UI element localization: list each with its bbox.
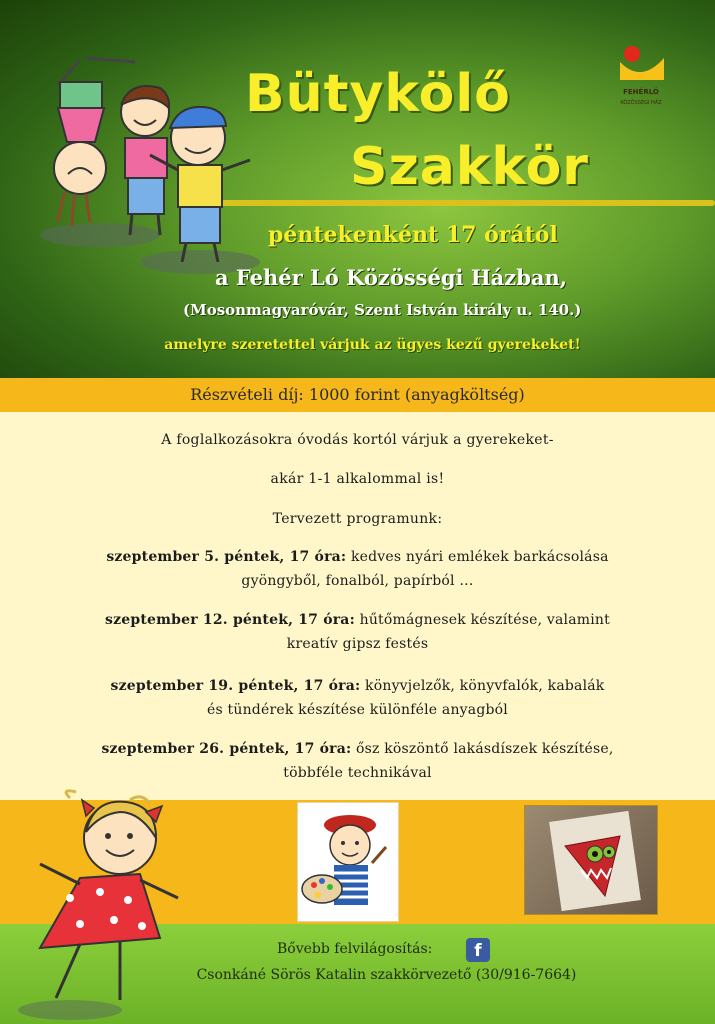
address-text: (Mosonmagyaróvár, Szent István király u. 140.) (183, 301, 582, 319)
event-description-cont: többféle technikával (283, 765, 432, 781)
logo-text-line-2: KÖZÖSSÉGI HÁZ (620, 100, 662, 106)
event-description: ősz köszöntő lakásdíszek készítése, (351, 741, 614, 757)
schedule-text: péntekenként 17 órától (268, 222, 558, 248)
event-description-cont: és tündérek készítése különféle anyagból (207, 702, 508, 718)
decorative-divider (215, 200, 715, 206)
monster-bookmark-image (525, 806, 657, 914)
title-line-2: Szakkör (350, 137, 589, 197)
title-line-1: Bütykölő (245, 64, 511, 124)
invitation-text: amelyre szeretettel várjuk az ügyes kezű gyerekeket! (164, 337, 581, 353)
facebook-icon[interactable]: f (466, 938, 490, 962)
program-section (0, 412, 715, 800)
monster-bookmark-photo (525, 806, 657, 914)
feher-lo-logo-icon (606, 44, 676, 86)
contact-person: Csonkáné Sörös Katalin szakkörvezető (30/916-7664) (196, 967, 577, 983)
event-description-cont: gyöngyből, fonalból, papírból … (241, 573, 474, 589)
event-description: hűtőmágnesek készítése, valamint (354, 612, 610, 628)
event-date: szeptember 26. péntek, 17 óra: (101, 741, 352, 757)
painter-boy-illustration (298, 803, 398, 921)
event-date: szeptember 12. péntek, 17 óra: (105, 612, 355, 628)
intro-line-1: A foglalkozásokra óvodás kortól várjuk a gyerekeket- (161, 432, 554, 448)
event-item (20, 674, 695, 722)
event-item (20, 737, 695, 785)
event-date: szeptember 19. péntek, 17 óra: (110, 678, 361, 694)
organization-logo (606, 44, 676, 120)
participation-fee: Részvételi díj: 1000 forint (anyagköltség) (0, 378, 715, 412)
header-banner (0, 0, 715, 378)
event-description-cont: kreatív gipsz festés (286, 636, 429, 652)
event-description: kedves nyári emlékek barkácsolása (346, 549, 609, 565)
more-info-label: Bővebb felvilágosítás: (277, 941, 433, 957)
event-date: szeptember 5. péntek, 17 óra: (106, 549, 347, 565)
venue-text: a Fehér Ló Közösségi Házban, (215, 265, 568, 290)
program-heading: Tervezett programunk: (272, 511, 443, 527)
event-item (20, 545, 695, 593)
painter-boy-image (298, 803, 398, 921)
event-description: könyvjelzők, könyvfalók, kabalák (360, 678, 605, 694)
logo-text-line-1: FEHÉRLÓ (623, 88, 659, 96)
intro-line-2: akár 1-1 alkalommal is! (270, 471, 445, 487)
girl-illustration (10, 788, 190, 1024)
event-item (20, 608, 695, 656)
